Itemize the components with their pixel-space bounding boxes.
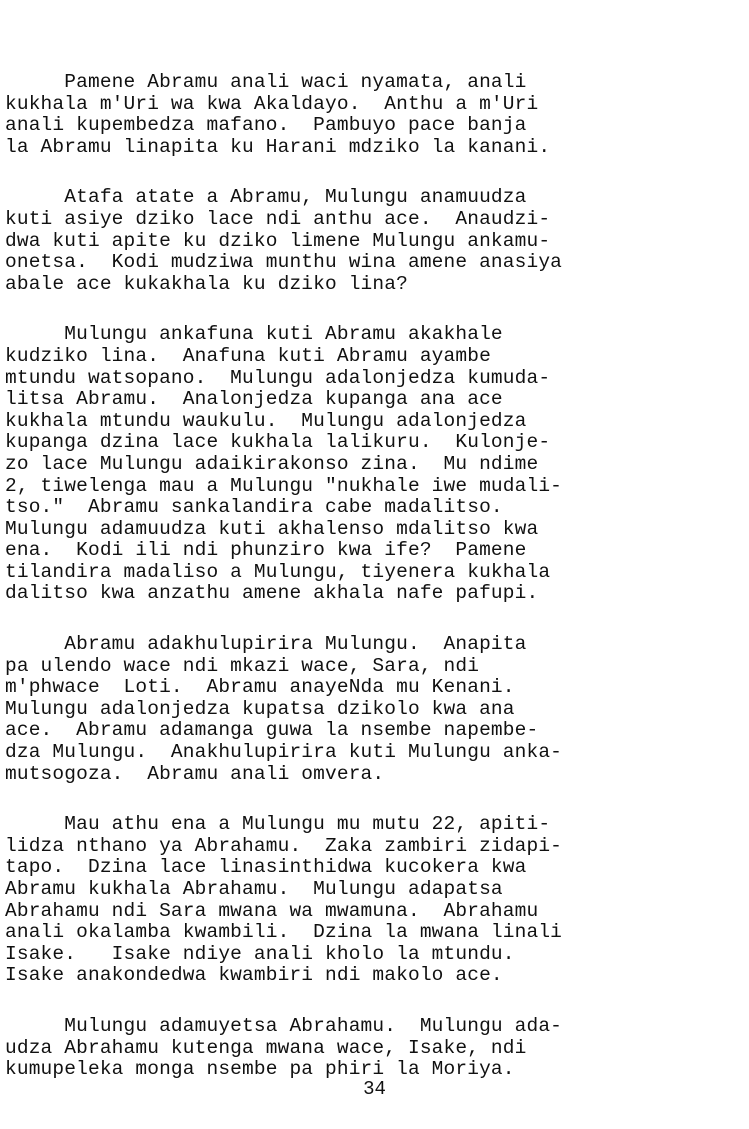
text-line: Abramu adakhulupirira Mulungu. Anapita	[5, 633, 527, 656]
text-line: 2, tiwelenga mau a Mulungu "nukhale iwe mudali-	[5, 474, 563, 497]
page-body	[5, 72, 745, 1110]
paragraph	[5, 814, 745, 987]
text-line: dwa kuti apite ku dziko limene Mulungu ankamu-	[5, 229, 551, 252]
text-line: kupanga dzina lace kukhala lalikuru. Kulonje-	[5, 431, 551, 454]
text-line: m'phwace Loti. Abramu anayeNda mu Kenani.	[5, 676, 515, 699]
text-line: udza Abrahamu kutenga mwana wace, Isake, ndi	[5, 1036, 527, 1059]
text-line: kudziko lina. Anafuna kuti Abramu ayambe	[5, 344, 491, 367]
paragraph	[5, 187, 745, 295]
paragraph	[5, 634, 745, 785]
text-line: Atafa atate a Abramu, Mulungu anamuudza	[5, 186, 527, 209]
text-line: kuti asiye dziko lace ndi anthu ace. Anaudzi-	[5, 207, 551, 230]
text-line: la Abramu linapita ku Harani mdziko la kanani.	[5, 135, 551, 158]
text-line: Pamene Abramu anali waci nyamata, anali	[5, 71, 527, 93]
text-line: dza Mulungu. Anakhulupirira kuti Mulungu anka-	[5, 741, 563, 764]
text-line: kumupeleka monga nsembe pa phiri la Moriya.	[5, 1058, 515, 1081]
text-line: onetsa. Kodi mudziwa munthu wina amene anasiya	[5, 251, 563, 274]
text-line: Abramu kukhala Abrahamu. Mulungu adapatsa	[5, 878, 503, 900]
text-line: zo lace Mulungu adaikirakonso zina. Mu ndime	[5, 452, 539, 475]
text-line: Isake anakondedwa kwambiri ndi makolo ace.	[5, 964, 503, 987]
page-number: 34	[363, 1078, 386, 1100]
text-line: lidza nthano ya Abrahamu. Zaka zambiri zidapi-	[5, 834, 563, 857]
text-line: abale ace kukakhala ku dziko lina?	[5, 272, 408, 295]
text-line: Mulungu adamuyetsa Abrahamu. Mulungu ada-	[5, 1014, 563, 1037]
text-line: Isake. Isake ndiye anali kholo la mtundu.	[5, 942, 515, 965]
text-line: Abrahamu ndi Sara mwana wa mwamuna. Abrahamu	[5, 899, 539, 922]
text-line: anali kupembedza mafano. Pambuyo pace banja	[5, 114, 527, 137]
text-line: anali okalamba kwambili. Dzina la mwana linali	[5, 921, 563, 944]
text-line: dalitso kwa anzathu amene akhala nafe pafupi.	[5, 582, 539, 605]
text-line: pa ulendo wace ndi mkazi wace, Sara, ndi	[5, 654, 480, 677]
text-line: Mulungu ankafuna kuti Abramu akakhale	[5, 323, 503, 346]
text-line: kukhala mtundu waukulu. Mulungu adalonjedza	[5, 409, 527, 432]
text-line: Mau athu ena a Mulungu mu mutu 22, apiti-	[5, 813, 551, 836]
text-line: litsa Abramu. Analonjedza kupanga ana ace	[5, 388, 503, 411]
text-line: Mulungu adamuudza kuti akhalenso mdalitso kwa	[5, 517, 539, 540]
text-line: ace. Abramu adamanga guwa la nsembe napembe-	[5, 719, 539, 742]
text-line: Mulungu adalonjedza kupatsa dzikolo kwa ana	[5, 697, 515, 720]
text-line: mtundu watsopano. Mulungu adalonjedza kumuda-	[5, 366, 551, 389]
text-line: ena. Kodi ili ndi phunziro kwa ife? Pamene	[5, 539, 527, 562]
text-line: tapo. Dzina lace linasinthidwa kucokera kwa	[5, 856, 527, 879]
paragraph	[5, 1016, 745, 1081]
text-line: mutsogoza. Abramu anali omvera.	[5, 762, 385, 785]
paragraph	[5, 72, 745, 158]
paragraph	[5, 324, 745, 605]
text-line: kukhala m'Uri wa kwa Akaldayo. Anthu a m'Uri	[5, 92, 539, 115]
text-line: tilandira madaliso a Mulungu, tiyenera kukhala	[5, 560, 551, 583]
text-line: tso." Abramu sankalandira cabe madalitso.	[5, 496, 503, 519]
